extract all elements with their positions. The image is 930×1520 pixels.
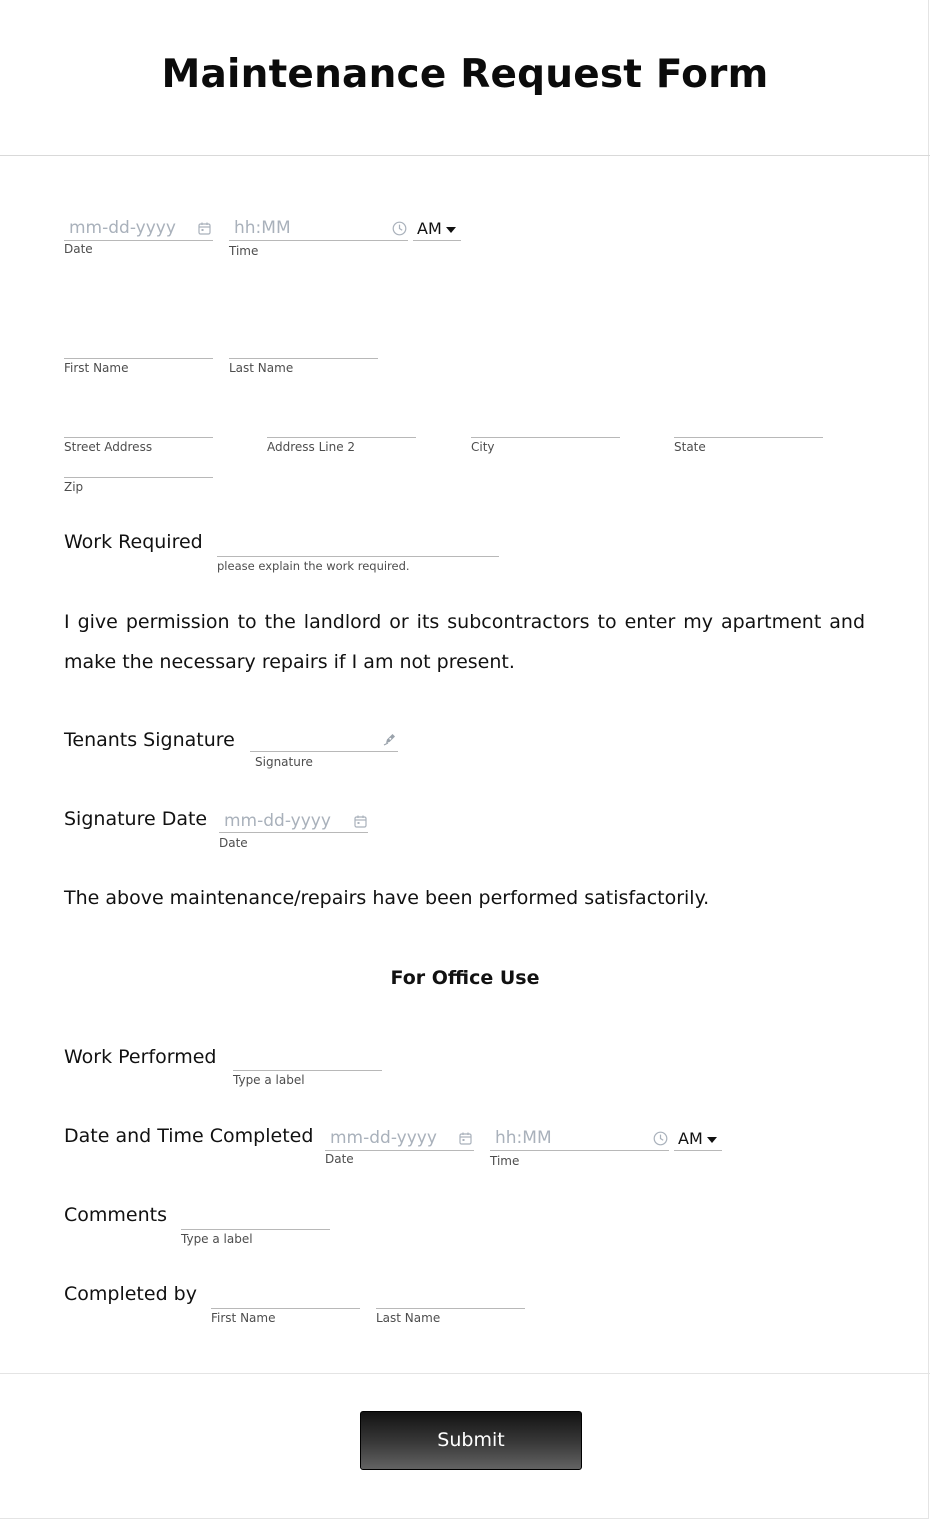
satisfaction-text: The above maintenance/repairs have been performed satisfactorily. bbox=[64, 887, 710, 909]
signature-date-underline bbox=[219, 832, 368, 833]
work-performed-label: Work Performed bbox=[64, 1046, 217, 1068]
completed-by-label: Completed by bbox=[64, 1283, 197, 1305]
date-time-completed-label: Date and Time Completed bbox=[64, 1125, 314, 1147]
work-required-input[interactable] bbox=[217, 556, 499, 557]
caret-down-icon bbox=[446, 227, 456, 233]
completed-by-last-name-sublabel: Last Name bbox=[376, 1311, 441, 1325]
page-title: Maintenance Request Form bbox=[161, 52, 769, 97]
completed-by-first-name-sublabel: First Name bbox=[211, 1311, 276, 1325]
clock-icon[interactable] bbox=[653, 1131, 668, 1146]
last-name-sublabel: Last Name bbox=[229, 361, 294, 375]
caret-down-icon bbox=[707, 1137, 717, 1143]
street-address-input[interactable] bbox=[64, 437, 213, 438]
city-sublabel: City bbox=[471, 440, 495, 454]
signature-date-sublabel: Date bbox=[219, 836, 248, 850]
submit-button[interactable]: Submit bbox=[360, 1411, 582, 1470]
signature-underline bbox=[250, 751, 398, 752]
time-sublabel: Time bbox=[229, 244, 259, 258]
completed-date-underline bbox=[325, 1150, 474, 1151]
zip-sublabel: Zip bbox=[64, 480, 84, 494]
pen-icon[interactable] bbox=[382, 731, 398, 747]
permission-text: I give permission to the landlord or its subcontractors to enter my apartment and make the necessary repairs if I am not present. bbox=[64, 611, 865, 673]
calendar-icon[interactable] bbox=[459, 1132, 472, 1145]
completed-by-first-name-input[interactable] bbox=[211, 1308, 360, 1309]
comments-sublabel: Type a label bbox=[181, 1232, 253, 1246]
completed-time-underline bbox=[490, 1150, 669, 1151]
first-name-sublabel: First Name bbox=[64, 361, 129, 375]
state-sublabel: State bbox=[674, 440, 706, 454]
city-input[interactable] bbox=[471, 437, 620, 438]
state-input[interactable] bbox=[674, 437, 823, 438]
completed-date-placeholder: mm-dd-yyyy bbox=[330, 1128, 437, 1148]
street-address-sublabel: Street Address bbox=[64, 440, 153, 454]
completed-date-sublabel: Date bbox=[325, 1152, 354, 1166]
footer-divider bbox=[0, 1373, 930, 1374]
clock-icon[interactable] bbox=[392, 221, 407, 236]
address-line2-sublabel: Address Line 2 bbox=[267, 440, 356, 454]
comments-input[interactable] bbox=[181, 1229, 330, 1230]
first-name-input[interactable] bbox=[64, 358, 213, 359]
signature-sublabel: Signature bbox=[255, 755, 313, 769]
signature-date-placeholder: mm-dd-yyyy bbox=[224, 811, 331, 831]
last-name-input[interactable] bbox=[229, 358, 378, 359]
office-use-heading: For Office Use bbox=[390, 967, 540, 989]
completed-time-sublabel: Time bbox=[490, 1154, 520, 1168]
time-placeholder: hh:MM bbox=[234, 218, 291, 238]
completed-by-last-name-input[interactable] bbox=[376, 1308, 525, 1309]
date-underline bbox=[64, 240, 213, 241]
completed-time-placeholder: hh:MM bbox=[495, 1128, 552, 1148]
header-divider bbox=[0, 155, 930, 156]
ampm-value: AM bbox=[417, 219, 442, 238]
ampm-underline bbox=[413, 240, 461, 241]
work-performed-sublabel: Type a label bbox=[233, 1073, 305, 1087]
calendar-icon[interactable] bbox=[354, 815, 367, 828]
date-sublabel: Date bbox=[64, 242, 93, 256]
tenant-signature-label: Tenants Signature bbox=[64, 729, 235, 751]
completed-ampm-underline bbox=[674, 1150, 722, 1151]
time-underline bbox=[229, 240, 408, 241]
address-line2-input[interactable] bbox=[267, 437, 416, 438]
date-placeholder: mm-dd-yyyy bbox=[69, 218, 176, 238]
signature-date-label: Signature Date bbox=[64, 808, 208, 830]
calendar-icon[interactable] bbox=[198, 222, 211, 235]
work-required-label: Work Required bbox=[64, 531, 203, 553]
comments-label: Comments bbox=[64, 1204, 167, 1226]
completed-ampm-value: AM bbox=[678, 1129, 703, 1148]
zip-input[interactable] bbox=[64, 477, 213, 478]
work-performed-input[interactable] bbox=[233, 1070, 382, 1071]
work-required-sublabel: please explain the work required. bbox=[217, 559, 410, 573]
